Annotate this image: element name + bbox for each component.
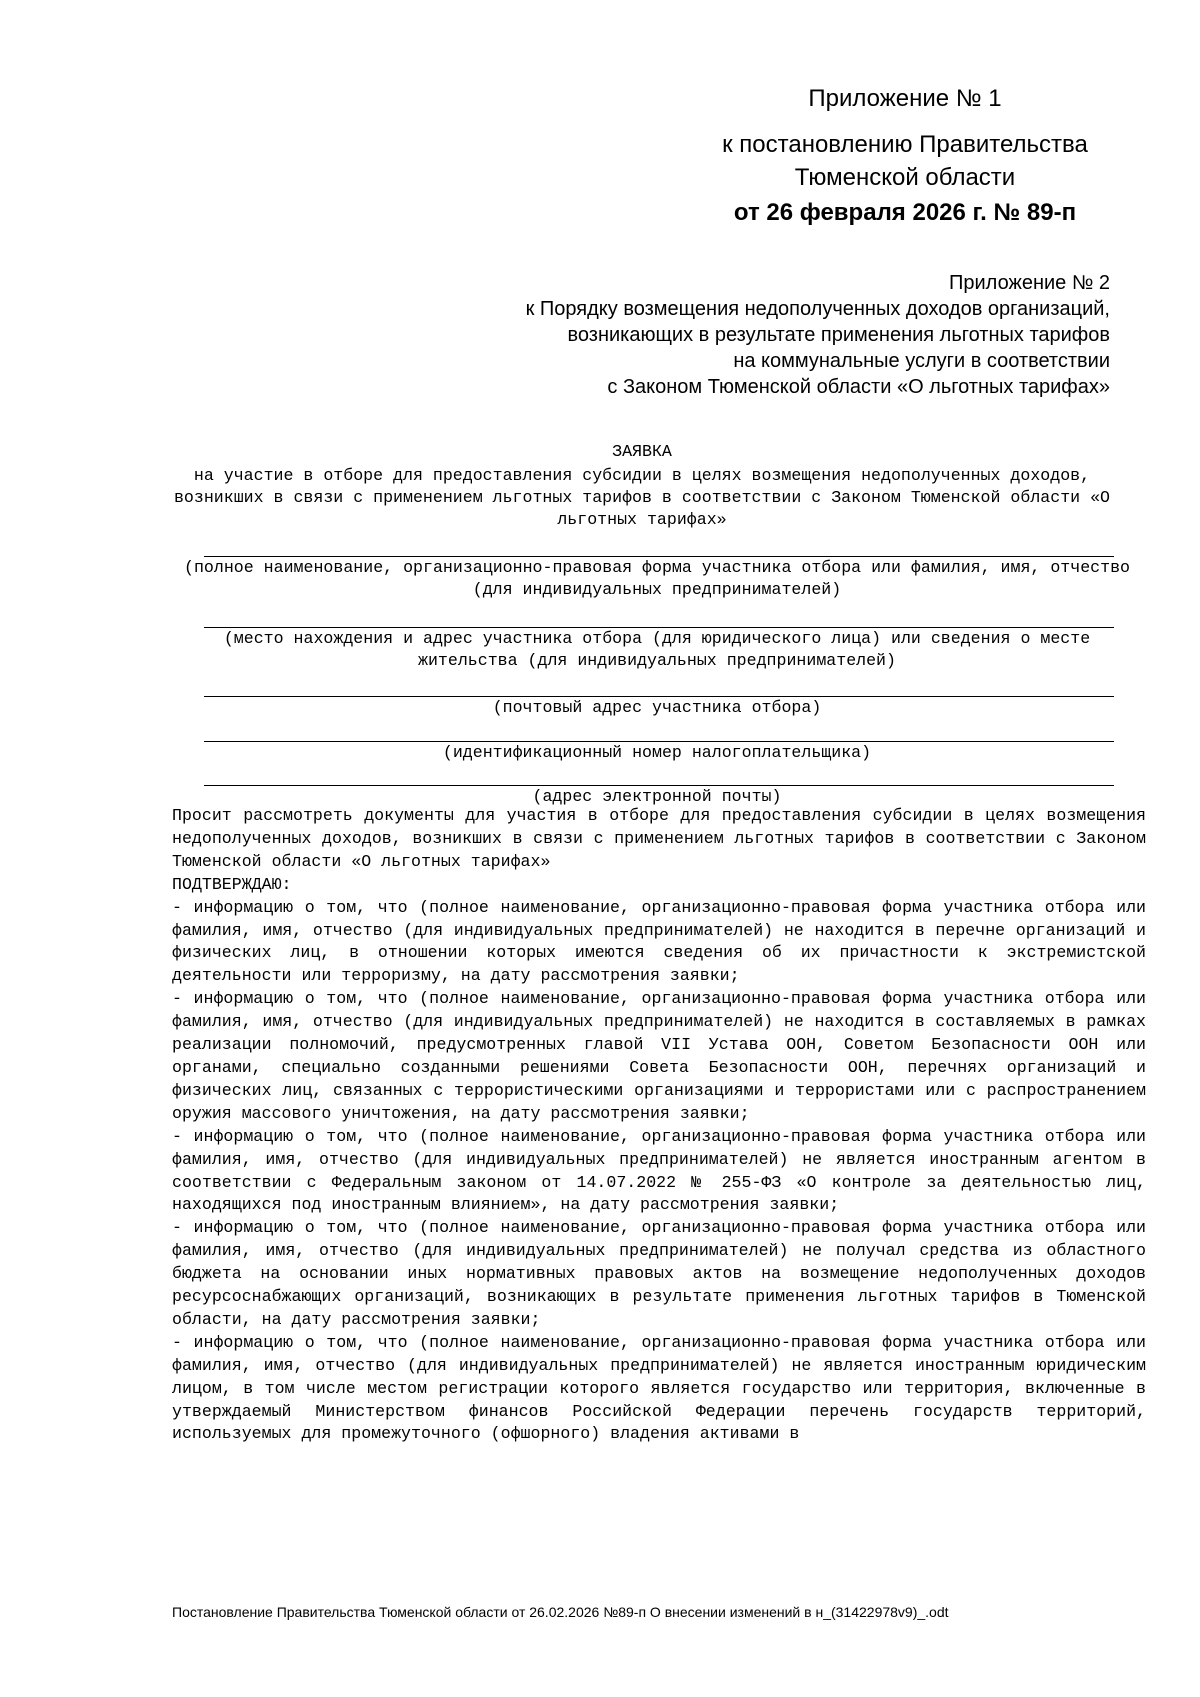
appendix2-line: к Порядку возмещения недополученных доходов организаций, [525,298,1110,320]
zayavka-title: ЗАЯВКА [612,442,672,461]
page-footer: Постановление Правительства Тюменской области от 26.02.2026 №89-п О внесении изменений в н_(31422978v9)_.odt [172,1604,949,1620]
appendix2-title: Приложение № 2 [949,272,1110,294]
appendix-date: от 26 февраля 2026 г. № 89-п [733,199,1077,226]
zayavka-description: на участие в отборе для предоставления субсидии в целях возмещения недополученных доходов, возникших в связи с применением льготных тарифов в соответствии с Законом Тюменской области «О льготных тарифах» [173,466,1111,529]
appendix2-block [370,270,1110,400]
confirm-heading: ПОДТВЕРЖДАЮ: [172,874,292,894]
appendix-title: Приложение № 1 [808,85,1002,112]
appendix-reference: к постановлению Правительства Тюменской области [722,131,1088,191]
confirm-item: - информацию о том, что (полное наименование, организационно-правовая форма участника отбора или фамилия, имя, отчество (для индивидуальных предпринимателей) не находится в составляемых в рамках реализации полномочий, предусмотренных главой VII Устава ООН, Советом Безопасности ООН или органами, специально созданными решениями Совета Безопасности ООН, перечнях организаций и физических лиц, связанных с террористическими организациями и террористами или с распространением оружия массового уничтожения, на дату рассмотрения заявки; [172,989,1146,1123]
request-paragraph: Просит рассмотреть документы для участия в отборе для предоставления субсидии в целях возмещения недополученных доходов, возникших в связи с применением льготных тарифов в соответствии с Законом Тюменской области «О льготных тарифах» [172,806,1146,871]
field-caption-address: (место нахождения и адрес участника отбора (для юридического лица) или сведения о месте жительства (для индивидуальных предпринимателей) [223,629,1091,670]
confirm-item: - информацию о том, что (полное наименование, организационно-правовая форма участника отбора или фамилия, имя, отчество (для индивидуальных предпринимателей) не находится в перечне организаций и физических лиц, в отношении которых имеются сведения об их причастности к экстремистской деятельности или терроризму, на дату рассмотрения заявки; [172,897,1146,986]
field-caption-inn: (идентификационный номер налогоплательщика) [442,743,872,762]
appendix2-line: с Законом Тюменской области «О льготных тарифах» [607,376,1110,398]
confirm-item: - информацию о том, что (полное наименование, организационно-правовая форма участника отбора или фамилия, имя, отчество (для индивидуальных предпринимателей) не получал средства из областного бюджета на основании иных нормативных правовых актов на возмещение недополученных доходов ресурсоснабжающих организаций, возникающих в результате применения льготных тарифов в Тюменской области, на дату рассмотрения заявки; [172,1218,1146,1329]
field-caption-email: (адрес электронной почты) [532,787,782,806]
confirm-item: - информацию о том, что (полное наименование, организационно-правовая форма участника отбора или фамилия, имя, отчество (для индивидуальных предпринимателей) не является иностранным юридическим лицом, в том числе местом регистрации которого является государство или территория, включенные в утверждаемый Министерством финансов Российской Федерации перечень государств территорий, используемых для промежуточного (офшорного) владения активами в [172,1332,1146,1444]
field-caption-name: (полное наименование, организационно-правовая форма участника отбора или фамилия, имя, отчество (для индивидуальных предпринимателей) [184,558,1130,599]
document-body [172,805,1146,1446]
confirm-item: - информацию о том, что (полное наименование, организационно-правовая форма участника отбора или фамилия, имя, отчество (для индивидуальных предпринимателей) не является иностранным агентом в соответствии с Федеральным законом от 14.07.2022 № 255-ФЗ «О контроле за деятельностью лиц, находящихся под иностранным влиянием», на дату рассмотрения заявки; [172,1126,1146,1215]
field-caption-postal: (почтовый адрес участника отбора) [492,698,822,717]
appendix2-line: на коммунальные услуги в соответствии [733,350,1110,372]
appendix2-line: возникающих в результате применения льготных тарифов [567,324,1110,346]
